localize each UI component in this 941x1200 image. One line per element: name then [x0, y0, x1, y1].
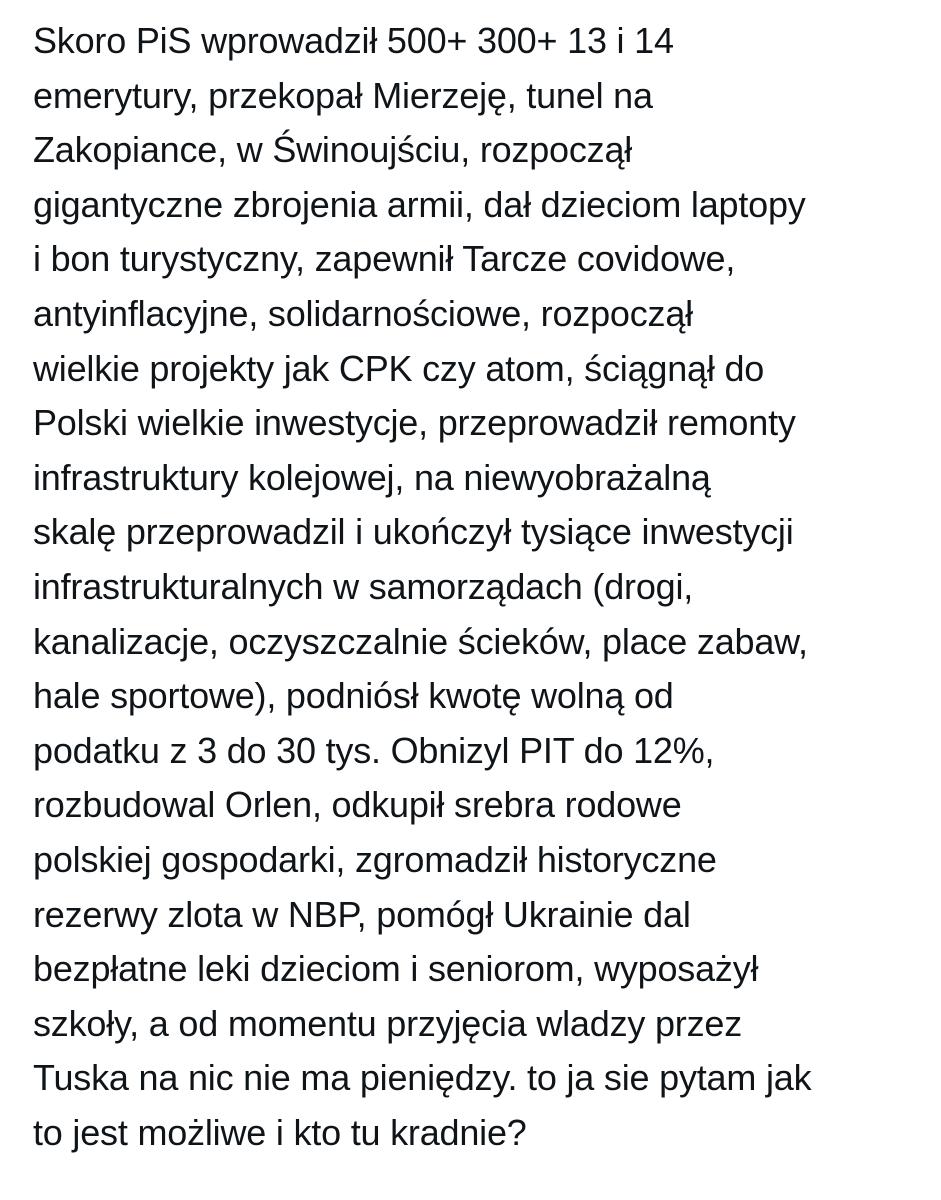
post-text — [33, 14, 933, 1160]
post-text-line: polskiej gospodarki, zgromadził historyczne — [33, 838, 717, 880]
post-text-line: i bon turystyczny, zapewnił Tarcze covidowe, — [33, 238, 736, 280]
post-text-line: kanalizacje, oczyszczalnie ścieków, place zabaw, — [33, 620, 808, 662]
post-text-line: skalę przeprowadzil i ukończył tysiące inwestycji — [33, 511, 794, 553]
post-text-line: Polski wielkie inwestycje, przeprowadził remonty — [33, 402, 796, 444]
post-text-line: emerytury, przekopał Mierzeję, tunel na — [33, 74, 653, 116]
post-text-line: hale sportowe), podniósł kwotę wolną od — [33, 675, 674, 717]
post-text-line: Tuska na nic nie ma pieniędzy. to ja sie pytam jak — [33, 1057, 812, 1099]
post-text-line: Skoro PiS wprowadził 500+ 300+ 13 i 14 — [33, 20, 674, 61]
post-text-line: rozbudowal Orlen, odkupił srebra rodowe — [33, 784, 682, 826]
post-text-line: infrastruktury kolejowej, na niewyobrażalną — [33, 456, 711, 498]
post-text-line: infrastrukturalnych w samorządach (drogi, — [33, 565, 694, 607]
post-text-line: Zakopiance, w Świnoujściu, rozpoczął — [33, 129, 633, 171]
post-text-line: bezpłatne leki dzieciom i seniorom, wyposażył — [33, 948, 759, 990]
post-text-line: to jest możliwe i kto tu kradnie? — [33, 1111, 527, 1153]
post-text-line: antyinflacyjne, solidarnościowe, rozpoczął — [33, 292, 693, 334]
post-text-line: rezerwy zlota w NBP, pomógł Ukrainie dal — [33, 893, 691, 935]
post-text-line: szkoły, a od momentu przyjęcia wladzy przez — [33, 1002, 743, 1044]
post-text-line: podatku z 3 do 30 tys. Obnizyl PIT do 12%, — [33, 729, 715, 771]
post-text-line: gigantyczne zbrojenia armii, dał dzieciom laptopy — [33, 183, 806, 225]
post-text-line: wielkie projekty jak CPK czy atom, ściągnął do — [33, 347, 765, 389]
